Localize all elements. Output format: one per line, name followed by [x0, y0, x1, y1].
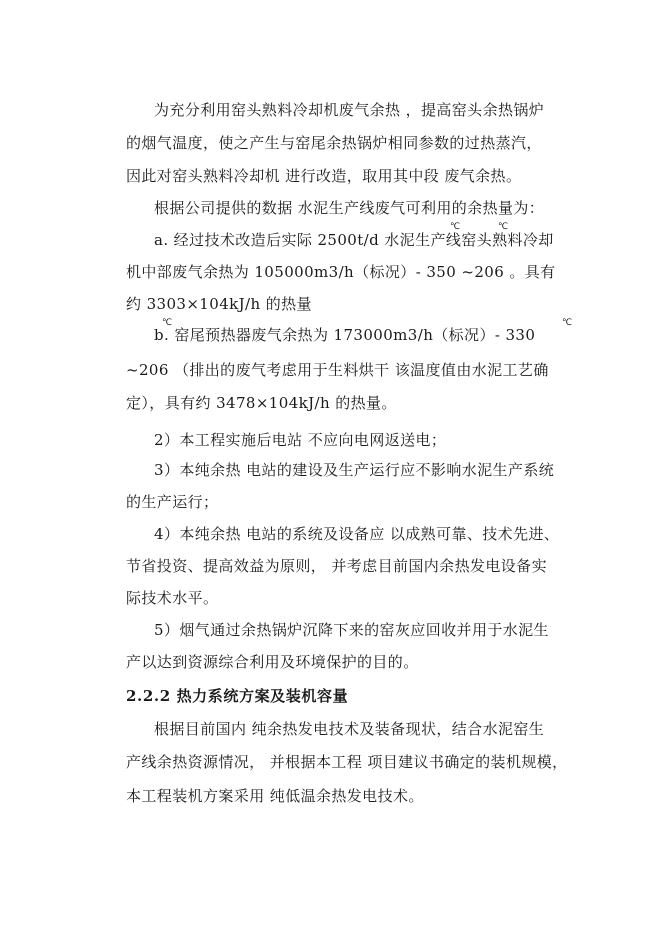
list-item: 5）烟气通过余热锅炉沉降下来的窑灰应回收并用于水泥生	[154, 621, 549, 639]
paragraph-line: 际技术水平。	[126, 589, 219, 607]
paragraph-line: b. 窑尾预热器废气余热为 173000m3/h（标况）- 330	[154, 326, 536, 344]
list-item: 3）本纯余热 电站的建设及生产运行应不影响水泥生产系统	[154, 461, 555, 479]
paragraph-line: 根据公司提供的数据 水泥生产线废气可利用的余热量为：	[154, 199, 545, 217]
section-heading: 2.2.2 热力系统方案及装机容量	[126, 687, 349, 705]
paragraph-line: 本工程装机方案采用 纯低温余热发电技术。	[126, 787, 424, 805]
list-item: 2）本工程实施后电站 不应向电网返送电；	[154, 431, 447, 449]
paragraph-line: 的生产运行；	[126, 493, 219, 511]
degree-mark: ℃	[562, 318, 573, 328]
paragraph-line: 产线余热资源情况， 并根据本工程 项目建议书确定的装机规模，	[126, 753, 568, 771]
paragraph-line: 因此对窑头熟料冷却机 进行改造，取用其中段 废气余热。	[126, 167, 522, 185]
paragraph-line: 机中部废气余热为 105000m3/h（标况）- 350 ~206 。具有	[126, 263, 556, 281]
paragraph-line: 根据目前国内 纯余热发电技术及装备现状，结合水泥窑生	[154, 720, 545, 738]
degree-mark: ℃	[162, 318, 173, 328]
paragraph-line: 为充分利用窑头熟料冷却机废气余热 ，提高窑头余热锅炉	[154, 101, 545, 119]
list-item: 4）本纯余热 电站的系统及设备应 以成熟可靠、技术先进、	[154, 525, 560, 543]
paragraph-line: 产以达到资源综合利用及环境保护的目的。	[126, 653, 419, 671]
paragraph-line: 的烟气温度，使之产生与窑尾余热锅炉相同参数的过热蒸汽，	[126, 134, 542, 152]
paragraph-line: 节省投资、提高效益为原则， 并考虑目前国内余热发电设备实	[126, 557, 547, 575]
paragraph-line: ~206 （排出的废气考虑用于生料烘干 该温度值由水泥工艺确	[126, 361, 549, 379]
degree-mark: ℃	[450, 222, 461, 232]
paragraph-line: 约 3303×104kJ/h 的热量	[126, 295, 312, 313]
paragraph-line: 定），具有约 3478×104kJ/h 的热量。	[126, 394, 397, 412]
degree-mark: ℃	[498, 222, 509, 232]
paragraph-line: a. 经过技术改造后实际 2500t/d 水泥生产线窑头熟料冷却	[154, 231, 554, 249]
